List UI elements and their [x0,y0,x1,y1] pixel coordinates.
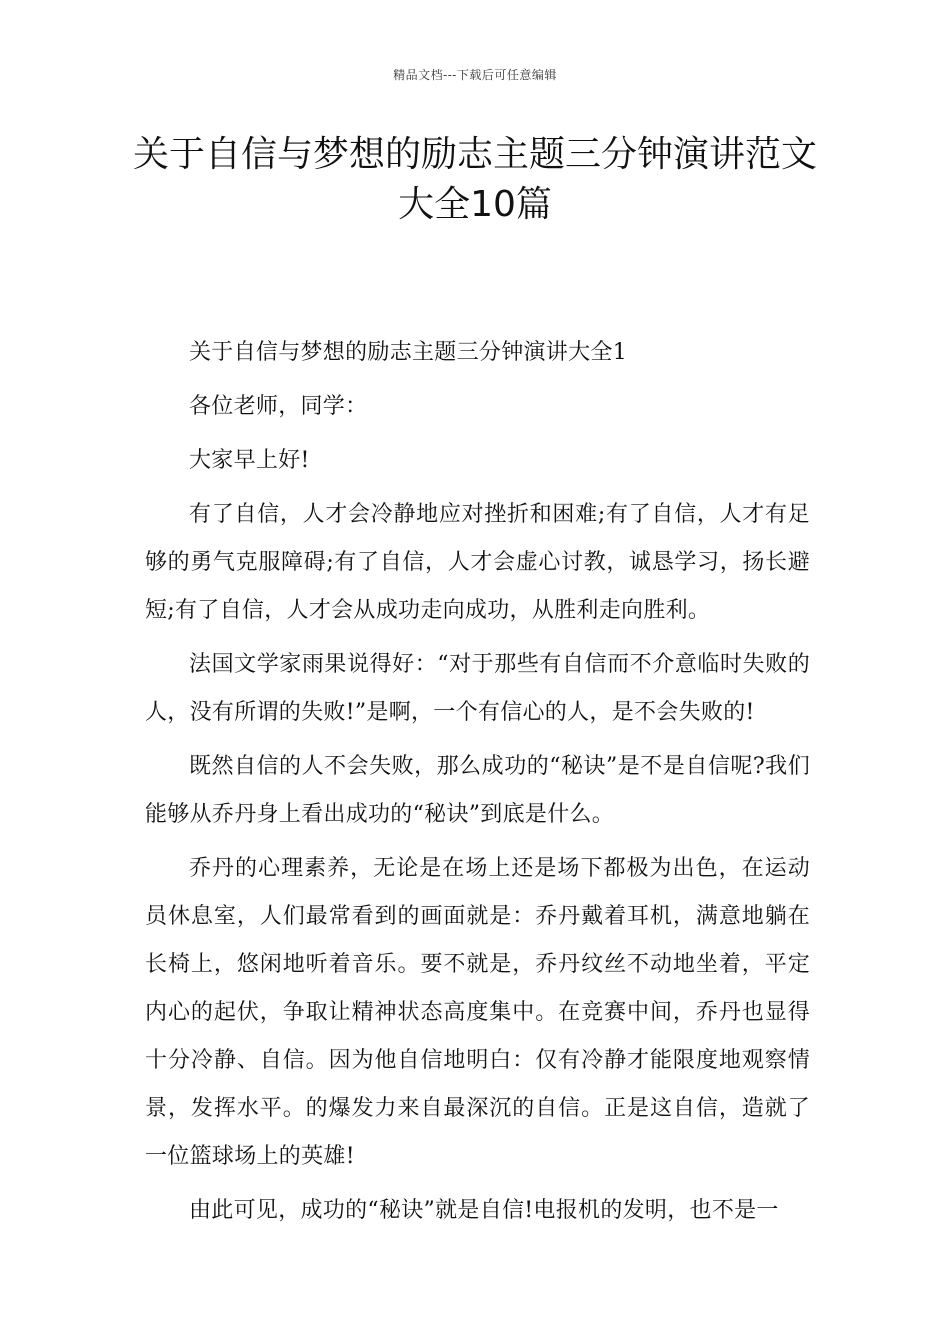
document-body [145,329,810,1235]
section-heading: 关于自信与梦想的励志主题三分钟演讲大全1 [189,340,627,365]
body-paragraph: 法国文学家雨果说得好：“对于那些有自信而不介意临时失败的人，没有所谓的失败!”是啊，一个有信心的人，是不会失败的! [145,652,810,725]
body-paragraph: 既然自信的人不会失败，那么成功的“秘诀”是不是自信呢?我们能够从乔丹身上看出成功的“秘诀”到底是什么。 [145,754,810,827]
document-title: 关于自信与梦想的励志主题三分钟演讲范文大全10篇 [132,134,817,225]
greeting: 大家早上好! [189,448,310,473]
salutation: 各位老师，同学： [189,394,368,419]
header-note: 精品文档---下载后可任意编辑 [393,68,557,82]
body-paragraph: 乔丹的心理素养，无论是在场上还是场下都极为出色，在运动员休息室，人们最常看到的画面就是：乔丹戴着耳机，满意地躺在长椅上，悠闲地听着音乐。要不就是，乔丹纹丝不动地坐着，平定内心的起伏，争取让精神状态高度集中。在竞赛中间，乔丹也显得十分冷静、自信。因为他自信地明白：仅有冷静才能限度地观察情景，发挥水平。的爆发力来自最深沉的自信。正是这自信，造就了一位篮球场上的英雄! [145,856,810,1169]
body-paragraph: 有了自信，人才会冷静地应对挫折和困难;有了自信，人才有足够的勇气克服障碍;有了自信，人才会虚心讨教，诚恳学习，扬长避短;有了自信，人才会从成功走向成功，从胜利走向胜利。 [145,502,810,623]
body-paragraph: 由此可见，成功的“秘诀”就是自信!电报机的发明，也不是一 [189,1198,779,1223]
